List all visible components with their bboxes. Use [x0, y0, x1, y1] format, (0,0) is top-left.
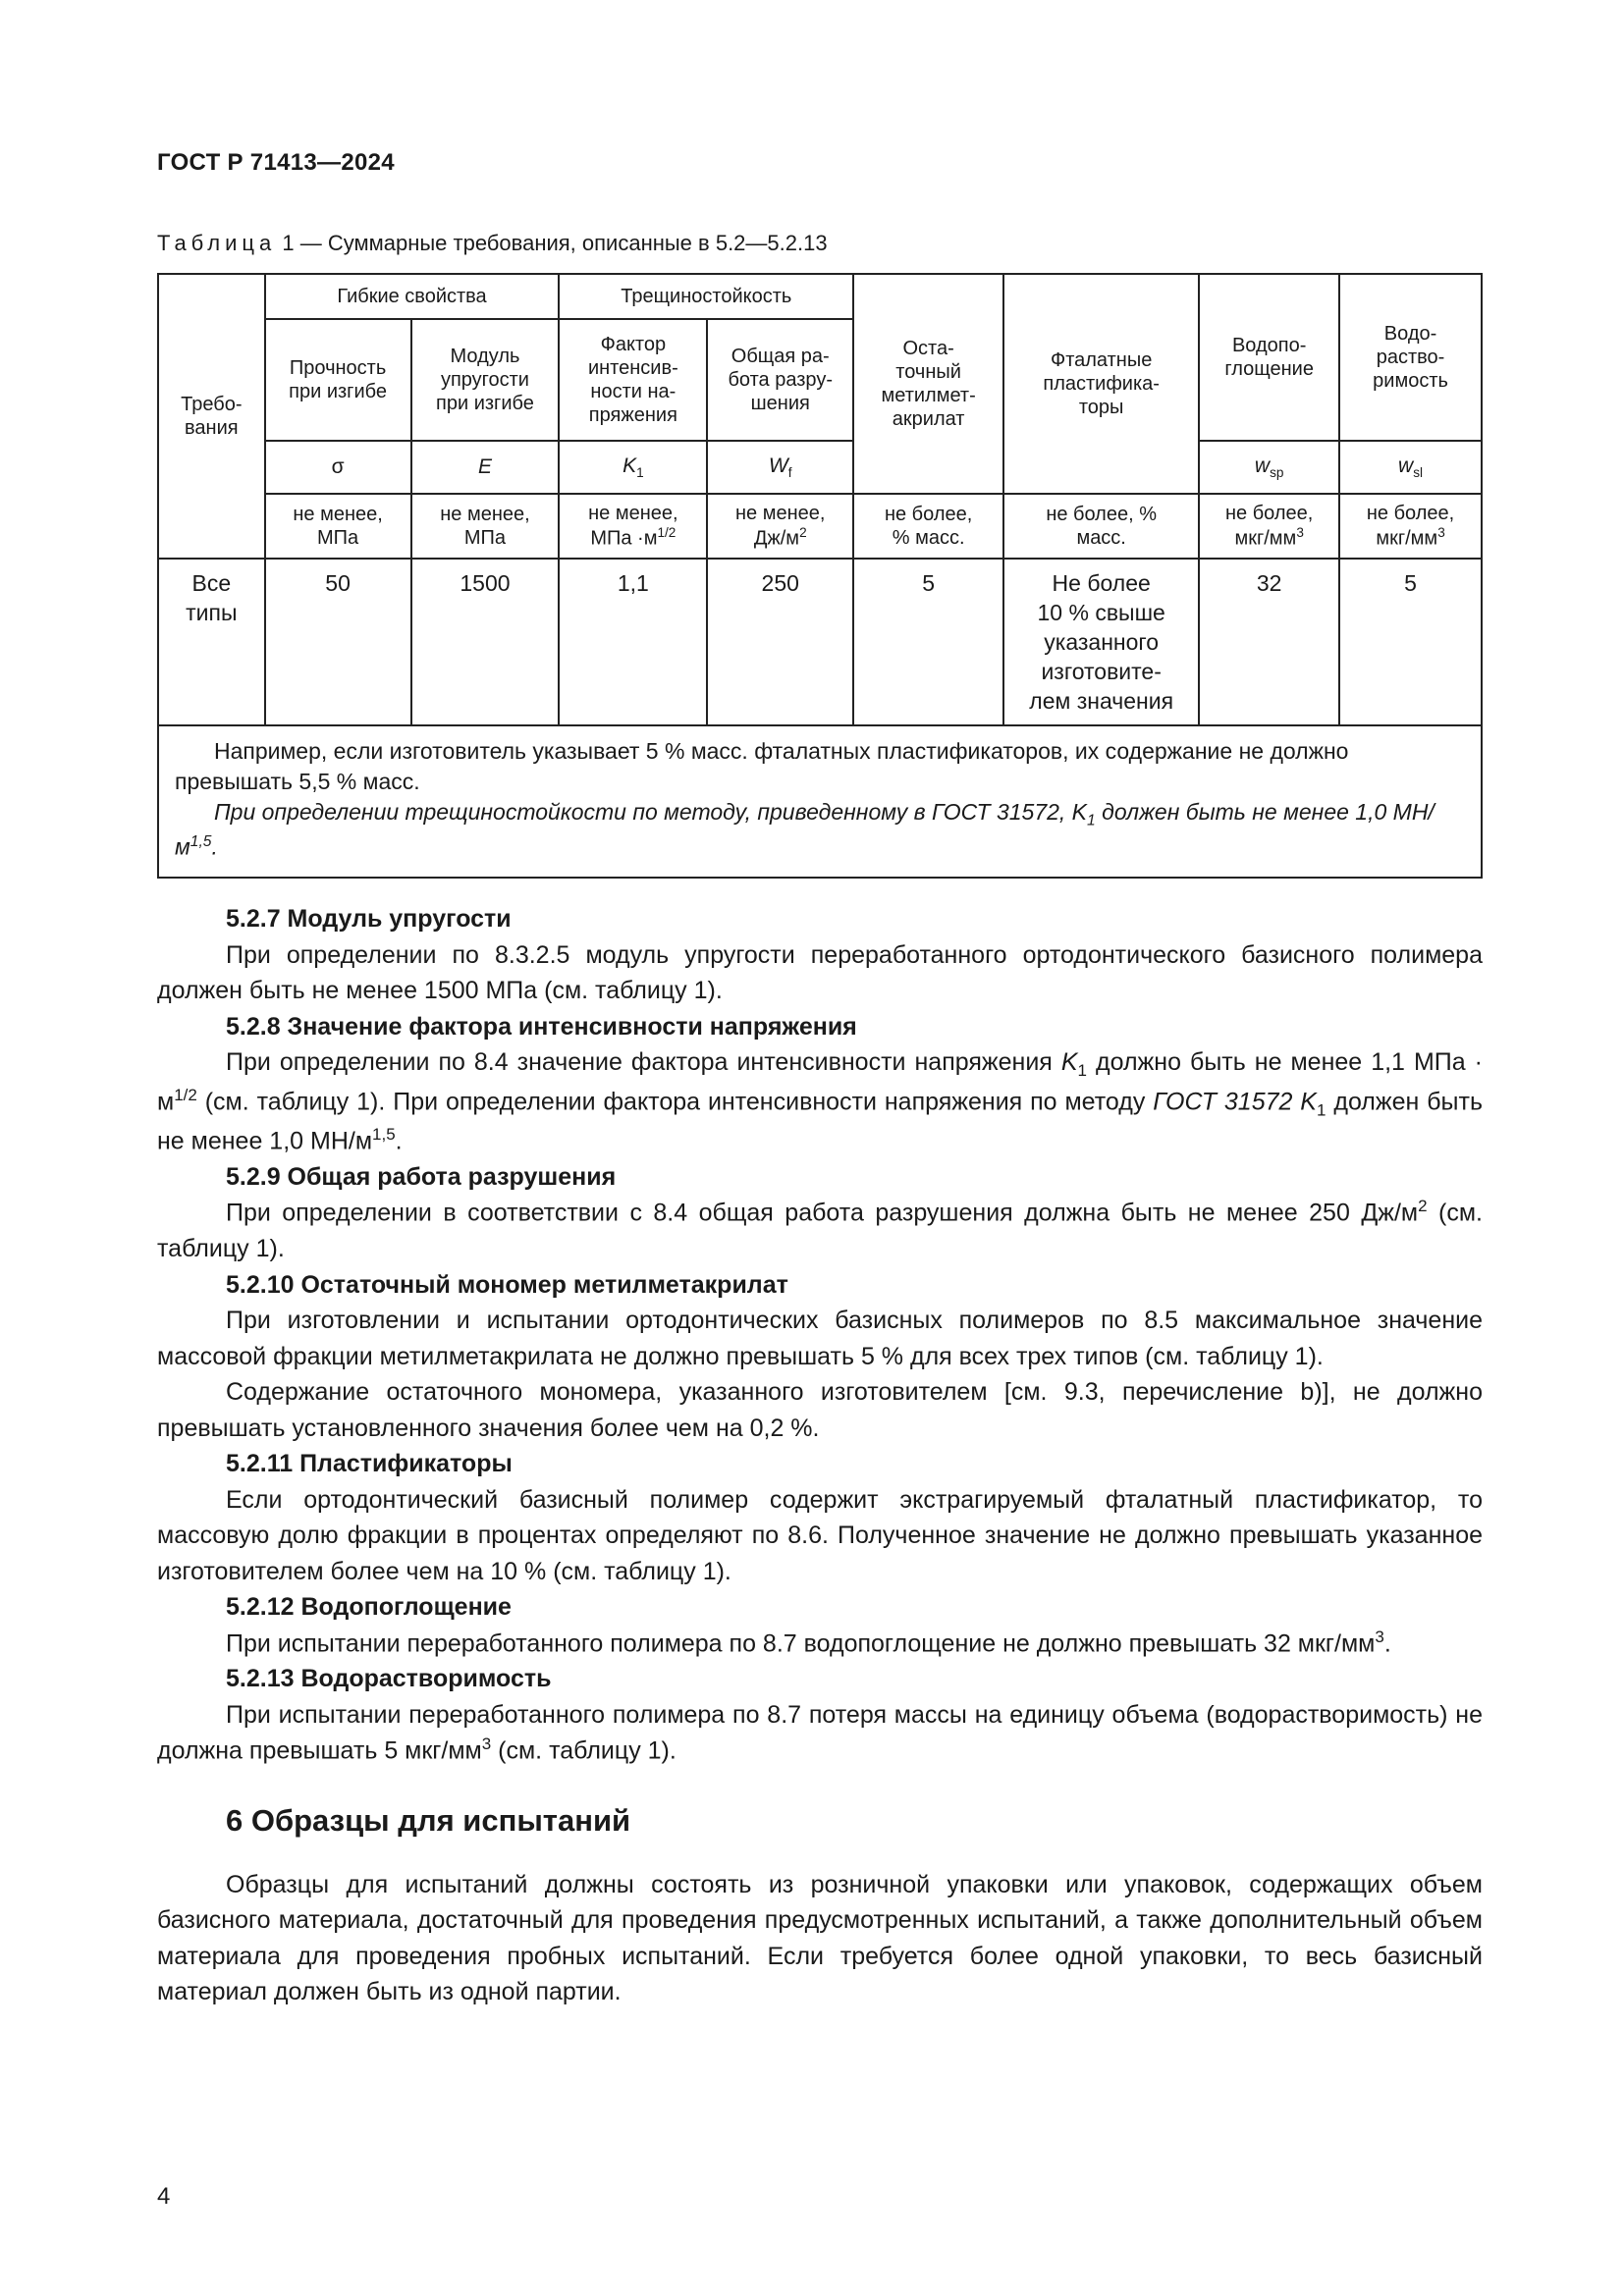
value-bend-modulus: 1500: [411, 559, 560, 725]
section-5-2-8-title: 5.2.8 Значение фактора интенсивности напряжения: [226, 1012, 857, 1041]
unit-fracture-work: не менее, $Дж/м^2$: [707, 494, 853, 559]
table-caption-text: 1 — Суммарные требования, описанные в 5.2—5.2.13: [276, 231, 828, 255]
note-example: Например, если изготовитель указывает 5 % масс. фталатных пластификаторов, их содержание не должно превышать 5,5 % масс.: [175, 738, 1349, 795]
table-note: [158, 725, 1482, 878]
value-water-sorption: 32: [1199, 559, 1339, 725]
col-residual-mma: Оста- точный метилмет- акрилат: [853, 274, 1003, 494]
page-number: 4: [157, 2183, 171, 2210]
symbol-k1: $K_1$: [559, 441, 707, 494]
value-fracture-work: 250: [707, 559, 853, 725]
table-units-row: [158, 494, 1482, 559]
unit-phthalate: не более, % масс.: [1003, 494, 1199, 559]
value-residual-mma: 5: [853, 559, 1003, 725]
value-phthalate: Не более 10 % свыше указанного изготовите- лем значения: [1003, 559, 1199, 725]
note-crack-resistance: При определении трещиностойкости по методу, приведенному в ГОСТ 31572, $K_1$ должен быть не менее 1,0 $МН/м^{1,5}$.: [175, 799, 1435, 860]
section-5-2-7-title: 5.2.7 Модуль упругости: [226, 905, 512, 933]
section-5-2-9-text: При определении в соответствии с 8.4 общая работа разрушения должна быть не менее 250 $Дж/м^2$ (см. таблицу 1).: [157, 1197, 1483, 1263]
section-5-2-13-title: 5.2.13 Водорастворимость: [226, 1665, 552, 1693]
col-water-sorption: Водопо- глощение: [1199, 274, 1339, 441]
section-5-2-11-title: 5.2.11 Пластификаторы: [226, 1450, 513, 1478]
section-5-2-11-text: Если ортодонтический базисный полимер содержит экстрагируемый фталатный пластификатор, то массовую долю фракции в процентах определяют по 8.6. Полученное значение не должно превышать указанное изготовителем более чем на 10 % (см. таблицу 1).: [157, 1485, 1483, 1585]
value-water-solubility: 5: [1339, 559, 1482, 725]
col-fracture-work: Общая ра- бота разру- шения: [707, 319, 853, 441]
col-water-solubility: Водо- раство- римость: [1339, 274, 1482, 441]
section-6-title: 6 Образцы для испытаний: [226, 1803, 631, 1839]
unit-residual-mma: не более, % масс.: [853, 494, 1003, 559]
section-5-2-8-text: При определении по 8.4 значение фактора интенсивности напряжения $K_1$ должно быть не менее 1,1 МПа · $м^{1/2}$ (см. таблицу 1). При определении фактора интенсивности напряжения по методу ГОСТ 31572 $K_1$ должен быть не менее 1,0 $МН/м^{1,5}$.: [157, 1048, 1483, 1155]
col-bend-strength: Прочность при изгибе: [265, 319, 411, 441]
section-5-2-12-title: 5.2.12 Водопоглощение: [226, 1593, 512, 1622]
section-5-2-7-text: При определении по 8.3.2.5 модуль упругости переработанного ортодонтического базисного полимера должен быть не менее 1500 МПа (см. таблицу 1).: [157, 940, 1483, 1004]
group-crack-resistance: Трещиностойкость: [559, 274, 853, 319]
symbol-sigma: σ: [265, 441, 411, 494]
table-note-row: [158, 725, 1482, 878]
col-bend-modulus: Модуль упругости при изгибе: [411, 319, 560, 441]
section-5-2-13-text: При испытании переработанного полимера по 8.7 потеря массы на единицу объема (водорастворимость) не должна превышать 5 мкг/$мм^3$ (см. таблицу 1).: [157, 1700, 1483, 1765]
section-5-2-9-title: 5.2.9 Общая работа разрушения: [226, 1162, 617, 1191]
section-6-text: Образцы для испытаний должны состоять из розничной упаковки или упаковок, содержащих объем базисного материала, достаточный для проведения предусмотренных испытаний, а также дополнительный объем материала для проведения пробных испытаний. Если требуется более одной упаковки, то весь базисный материал должен быть из одной партии.: [157, 1870, 1483, 2006]
symbol-wsl: $w_{sl}$: [1339, 441, 1482, 494]
table-values-row: [158, 559, 1482, 725]
unit-water-solubility: не более, мкг/$мм^3$: [1339, 494, 1482, 559]
section-5-2-12-text: При испытании переработанного полимера по 8.7 водопоглощение не должно превышать 32 мкг/$мм^3$.: [226, 1627, 1391, 1657]
symbol-wf: $W_f$: [707, 441, 853, 494]
unit-stress-factor: не менее, МПа $\cdot м^{1/2}$: [559, 494, 707, 559]
col-stress-factor: Фактор интенсив- ности на- пряжения: [559, 319, 707, 441]
unit-bend-strength: не менее, МПа: [265, 494, 411, 559]
col-phthalate: Фталатные пластифика- торы: [1003, 274, 1199, 494]
symbol-e: E: [411, 441, 560, 494]
table-caption: [157, 231, 828, 256]
section-5-2-10-title: 5.2.10 Остаточный мономер метилметакрилат: [226, 1270, 788, 1299]
unit-water-sorption: не более, мкг/$мм^3$: [1199, 494, 1339, 559]
section-5-2-10-text-2: Содержание остаточного мономера, указанного изготовителем [см. 9.3, перечисление b)], не должно превышать установленного значения более чем на 0,2 %.: [157, 1378, 1483, 1442]
unit-bend-modulus: не менее, МПа: [411, 494, 560, 559]
requirements-table: [157, 273, 1483, 879]
group-flex-properties: Гибкие свойства: [265, 274, 560, 319]
value-bend-strength: 50: [265, 559, 411, 725]
table-caption-prefix: Таблица: [157, 231, 277, 255]
symbol-wsp: $w_{sp}$: [1199, 441, 1339, 494]
value-type: Все типы: [158, 559, 265, 725]
table-symbols-row: [158, 441, 1482, 494]
document-header: ГОСТ Р 71413—2024: [157, 149, 395, 176]
row-header-requirements: Требо- вания: [158, 274, 265, 559]
table-header-row-1: [158, 274, 1482, 319]
section-5-2-10-text-1: При изготовлении и испытании ортодонтических базисных полимеров по 8.5 максимальное значение массовой фракции метилметакрилата не должно превышать 5 % для всех трех типов (см. таблицу 1).: [157, 1307, 1483, 1370]
body-text: [157, 901, 1483, 2010]
value-stress-factor: 1,1: [559, 559, 707, 725]
